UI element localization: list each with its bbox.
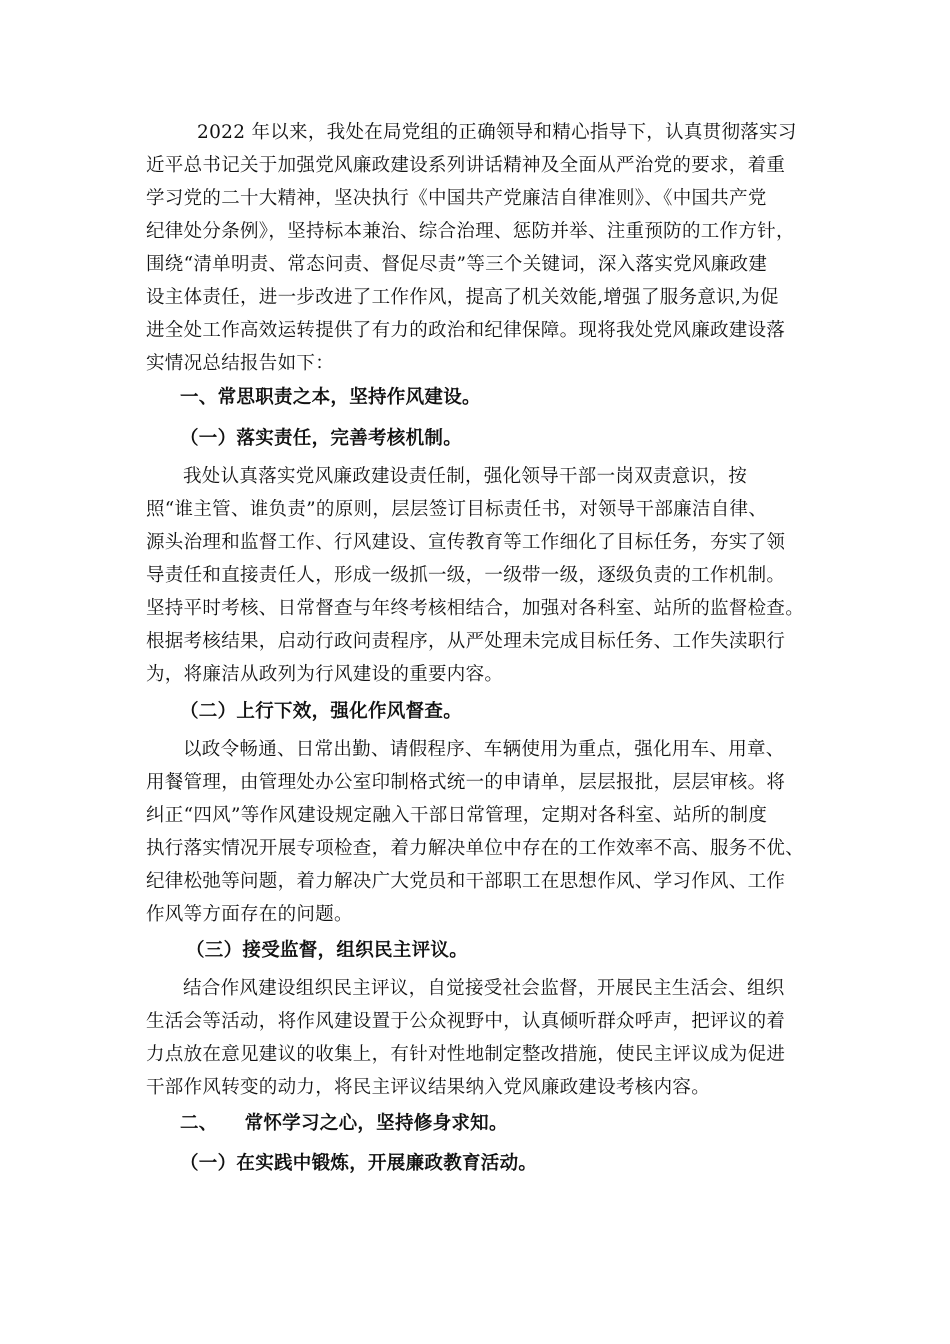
subsection-heading: （一）落实责任，完善考核机制。 xyxy=(180,428,463,449)
body-line: 结合作风建设组织民主评议，自觉接受社会监督，开展民主生活会、组织 xyxy=(183,978,785,999)
body-line: 根据考核结果，启动行政问责程序，从严处理未完成目标任务、工作失渎职行 xyxy=(146,631,786,652)
body-line: 纪律松弛等问题，着力解决广大党员和干部职工在思想作风、学习作风、工作 xyxy=(146,871,786,892)
body-line: 进全处工作高效运转提供了有力的政治和纪律保障。现将我处党风廉政建设落 xyxy=(146,320,786,341)
body-line: 以政令畅通、日常出勤、请假程序、车辆使用为重点，强化用车、用章、 xyxy=(183,739,785,760)
section-heading: 二、 常怀学习之心，坚持修身求知。 xyxy=(180,1113,508,1134)
subsection-heading: （一）在实践中锻炼，开展廉政教育活动。 xyxy=(180,1153,538,1174)
body-line: 坚持平时考核、日常督查与年终考核相结合，加强对各科室、站所的监督检查。 xyxy=(146,598,805,619)
body-line: 执行落实情况开展专项检查，着力解决单位中存在的工作效率不高、服务不优、 xyxy=(146,838,805,859)
body-line: 导责任和直接责任人，形成一级抓一级，一级带一级，逐级负责的工作机制。 xyxy=(146,565,786,586)
body-line: 学习党的二十大精神，坚决执行《中国共产党廉洁自律准则》、《中国共产党 xyxy=(146,188,767,209)
section-heading: 一、常思职责之本，坚持作风建设。 xyxy=(180,387,481,408)
body-line: 近平总书记关于加强党风廉政建设系列讲话精神及全面从严治党的要求，着重 xyxy=(146,155,786,176)
body-line: 用餐管理，由管理处办公室印制格式统一的申请单，层层报批，层层审核。将 xyxy=(146,772,786,793)
body-line: 2022 年以来，我处在局党组的正确领导和精心指导下，认真贯彻落实习 xyxy=(197,122,797,143)
body-line: 作风等方面存在的问题。 xyxy=(146,904,353,925)
body-line: 纠正“四风”等作风建设规定融入干部日常管理，定期对各科室、站所的制度 xyxy=(146,805,768,826)
body-line: 为，将廉洁从政列为行风建设的重要内容。 xyxy=(146,664,504,685)
body-line: 力点放在意见建议的收集上，有针对性地制定整改措施，使民主评议成为促进 xyxy=(146,1044,786,1065)
body-line: 实情况总结报告如下： xyxy=(146,353,335,374)
body-line: 我处认真落实党风廉政建设责任制，强化领导干部一岗双责意识，按 xyxy=(183,466,748,487)
body-line: 围绕“清单明责、常态问责、督促尽责”等三个关键词，深入落实党风廉政建 xyxy=(146,254,768,275)
body-line: 源头治理和监督工作、行风建设、宣传教育等工作细化了目标任务，夯实了领 xyxy=(146,532,786,553)
subsection-heading: （二）上行下效，强化作风督查。 xyxy=(180,701,463,722)
body-line: 纪律处分条例》，坚持标本兼治、综合治理、惩防并举、注重预防的工作方针， xyxy=(146,221,795,242)
subsection-heading: （三）接受监督，组织民主评议。 xyxy=(186,940,469,961)
body-line: 生活会等活动，将作风建设置于公众视野中，认真倾听群众呼声，把评议的着 xyxy=(146,1011,786,1032)
body-line: 设主体责任，进一步改进了工作作风，提高了机关效能,增强了服务意识,为促 xyxy=(146,287,779,308)
body-line: 干部作风转变的动力，将民主评议结果纳入党风廉政建设考核内容。 xyxy=(146,1077,711,1098)
body-line: 照“谁主管、谁负责”的原则，层层签订目标责任书，对领导干部廉洁自律、 xyxy=(146,499,768,520)
